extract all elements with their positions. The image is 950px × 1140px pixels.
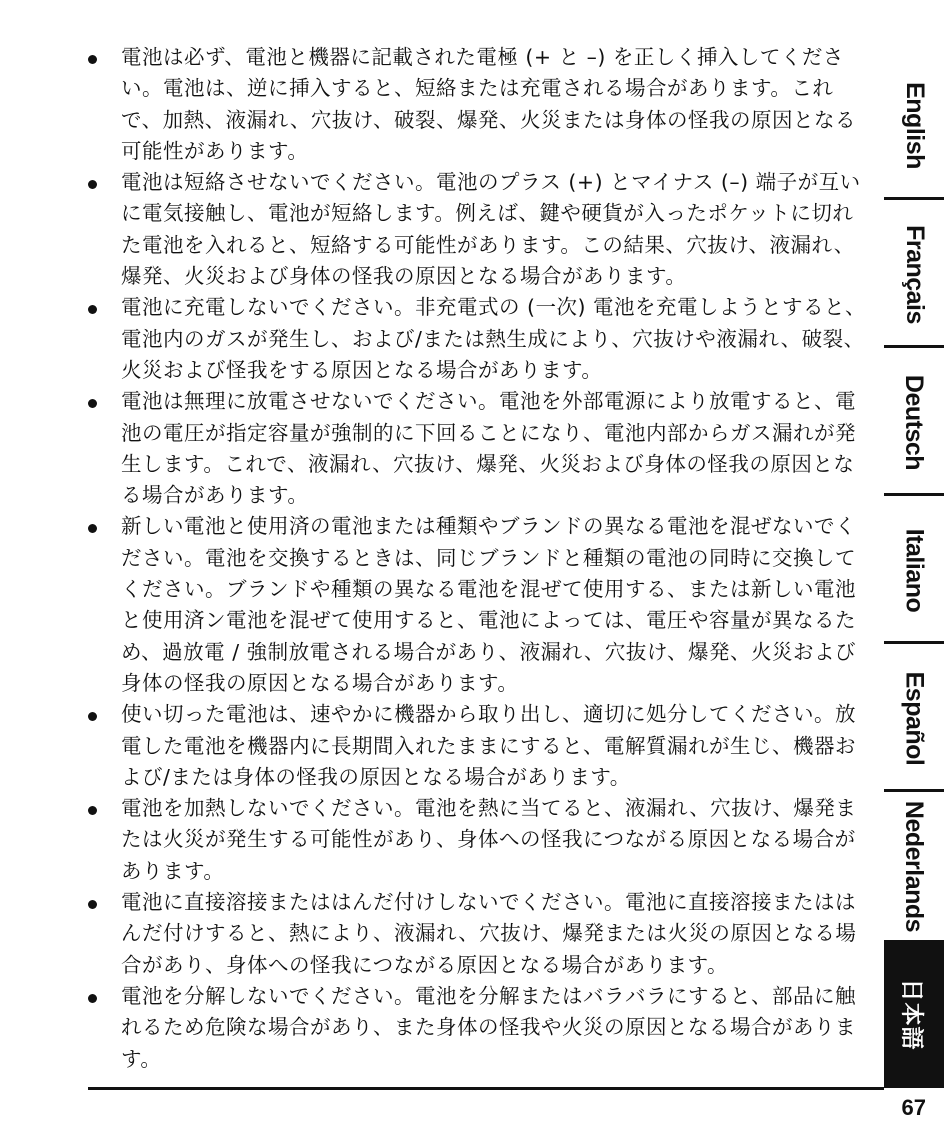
tab-english[interactable] [884, 50, 944, 200]
tab-label: Italiano [900, 528, 929, 612]
list-item [88, 167, 868, 292]
tab-deutsch[interactable] [884, 348, 944, 496]
bullet-icon [88, 524, 97, 533]
bullet-icon [88, 180, 97, 189]
list-item-text: 使い切った電池は、速やかに機器から取り出し、適切に処分してください。放電した電池を機器内に長期間入れたままにすると、電解質漏れが生じ、機器および/または身体の怪我の原因となる場合があります。 [121, 702, 856, 789]
tab-label: Deutsch [900, 374, 929, 470]
safety-instructions [88, 42, 868, 1075]
bullet-icon [88, 712, 97, 721]
list-item [88, 386, 868, 511]
tab-label: 日本語 [898, 978, 925, 1050]
bullet-icon [88, 900, 97, 909]
list-item-text: 電池を加熱しないでください。電池を熱に当てると、液漏れ、穴抜け、爆発または火災が発生する可能性があり、身体への怪我につながる原因となる場合があります。 [121, 796, 857, 883]
list-item [88, 292, 868, 386]
list-item [88, 981, 868, 1075]
language-tabs [884, 50, 950, 1088]
list-item [88, 699, 868, 793]
tab-label: English [900, 81, 929, 169]
list-item [88, 42, 868, 167]
list-item [88, 511, 868, 699]
tab-italiano[interactable] [884, 496, 944, 644]
bullet-icon [88, 55, 97, 64]
tab-francais[interactable] [884, 200, 944, 348]
footer-divider [88, 1087, 884, 1090]
bullet-icon [88, 994, 97, 1003]
list-item-text: 電池に充電しないでください。非充電式の (一次) 電池を充電しようとすると、電池内のガスが発生し、および/または熱生成により、穴抜けや液漏れ、破裂、火災および怪我をする原因となる場合があります。 [121, 295, 867, 382]
tab-japanese[interactable] [884, 940, 944, 1088]
list-item [88, 887, 868, 981]
bullet-icon [88, 399, 97, 408]
list-item [88, 793, 868, 887]
list-item-text: 電池を分解しないでください。電池を分解またはバラバラにすると、部品に触れるため危険な場合があり、また身体の怪我や火災の原因となる場合があります。 [121, 983, 856, 1071]
list-item-text: 電池は短絡させないでください。電池のプラス (+) とマイナス (–) 端子が互いに電気接触し、電池が短絡します。例えば、鍵や硬貨が入ったポケットに切れた電池を入れると、短絡する可能性があります。この結果、穴抜け、液漏れ、爆発、火災および身体の怪我の原因となる場合があります。 [121, 170, 861, 289]
bullet-list [88, 42, 868, 1075]
list-item-text: 新しい電池と使用済の電池または種類やブランドの異なる電池を混ぜないでください。電池を交換するときは、同じブランドと種類の電池の同時に交換してください。ブランドや種類の異なる電池を混ぜて使用する、または新しい電池と使用済ン電池を混ぜて使用すると、電池によっては、電圧や容量が異なるため、過放電 / 強制放電される場合があり、液漏れ、穴抜け、爆発、火災および身体の怪我の原因となる場合があります。 [121, 514, 857, 695]
list-item-text: 電池は無理に放電させないでください。電池を外部電源により放電すると、電池の電圧が指定容量が強制的に下回ることになり、電池内部からガス漏れが発生します。これで、液漏れ、穴抜け、爆発、火災および身体の怪我の原因となる場合があります。 [121, 389, 856, 508]
tab-label: Español [900, 671, 929, 765]
list-item-text: 電池に直接溶接またははんだ付けしないでください。電池に直接溶接またははんだ付けすると、熱により、液漏れ、穴抜け、爆発または火災の原因となる場合があり、身体への怪我につながる原因となる場合があります。 [121, 890, 857, 977]
bullet-icon [88, 806, 97, 815]
tab-label: Nederlands [900, 800, 929, 932]
bullet-icon [88, 305, 97, 314]
list-item-text: 電池は必ず、電池と機器に記載された電極 (+ と –) を正しく挿入してください。電池は、逆に挿入すると、短絡または充電される場合があります。これで、加熱、液漏れ、穴抜け、破裂、爆発、火災または身体の怪我の原因となる可能性があります。 [121, 45, 856, 163]
tab-espanol[interactable] [884, 644, 944, 792]
page-number: 67 [901, 1095, 926, 1120]
tab-label: Français [900, 224, 929, 324]
tab-nederlands[interactable] [884, 792, 944, 940]
